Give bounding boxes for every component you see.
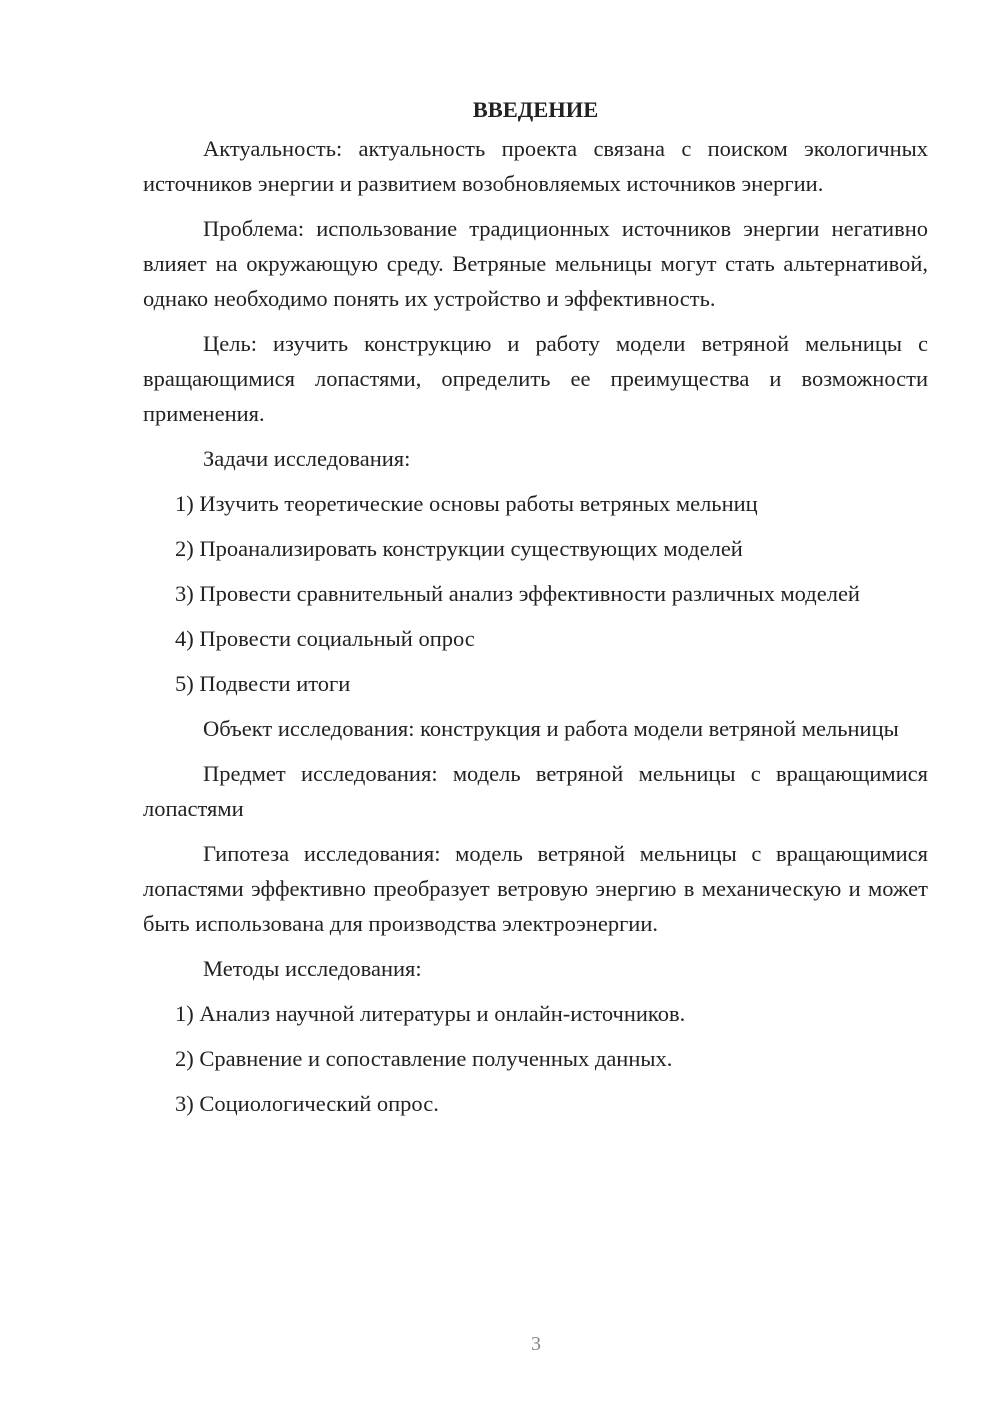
subject-paragraph: Предмет исследования: модель ветряной мельницы с вращающимися лопастями — [143, 761, 928, 821]
method-item-3: 3) Социологический опрос. — [175, 1091, 439, 1116]
object-paragraph: Объект исследования: конструкция и работа модели ветряной мельницы — [203, 716, 899, 741]
problem-paragraph: Проблема: использование традиционных источников энергии негативно влияет на окружающую среду. Ветряные мельницы могут стать альтернативой, однако необходимо понять их устройство и эффективность. — [143, 216, 928, 311]
task-item-3: 3) Провести сравнительный анализ эффективности различных моделей — [175, 581, 860, 606]
goal-paragraph: Цель: изучить конструкцию и работу модели ветряной мельницы с вращающимися лопастями, определить ее преимущества и возможности применения. — [143, 331, 928, 426]
method-item-1: 1) Анализ научной литературы и онлайн-источников. — [175, 1001, 686, 1026]
task-item-1: 1) Изучить теоретические основы работы ветряных мельниц — [175, 491, 758, 516]
methods-heading: Методы исследования: — [203, 956, 422, 981]
tasks-heading: Задачи исследования: — [203, 446, 411, 471]
document-title: ВВЕДЕНИЕ — [472, 97, 599, 122]
page-number: 3 — [531, 1333, 541, 1355]
method-item-2: 2) Сравнение и сопоставление полученных данных. — [175, 1046, 673, 1071]
hypothesis-paragraph: Гипотеза исследования: модель ветряной мельницы с вращающимися лопастями эффективно преобразует ветровую энергию в механическую и может быть использована для производства электроэнергии. — [143, 841, 928, 936]
relevance-paragraph: Актуальность: актуальность проекта связана с поиском экологичных источников энергии и развитием возобновляемых источников энергии. — [143, 136, 928, 196]
task-item-4: 4) Провести социальный опрос — [175, 626, 475, 651]
task-item-5: 5) Подвести итоги — [175, 671, 351, 696]
task-item-2: 2) Проанализировать конструкции существующих моделей — [175, 536, 743, 561]
document-page — [143, 92, 928, 1131]
